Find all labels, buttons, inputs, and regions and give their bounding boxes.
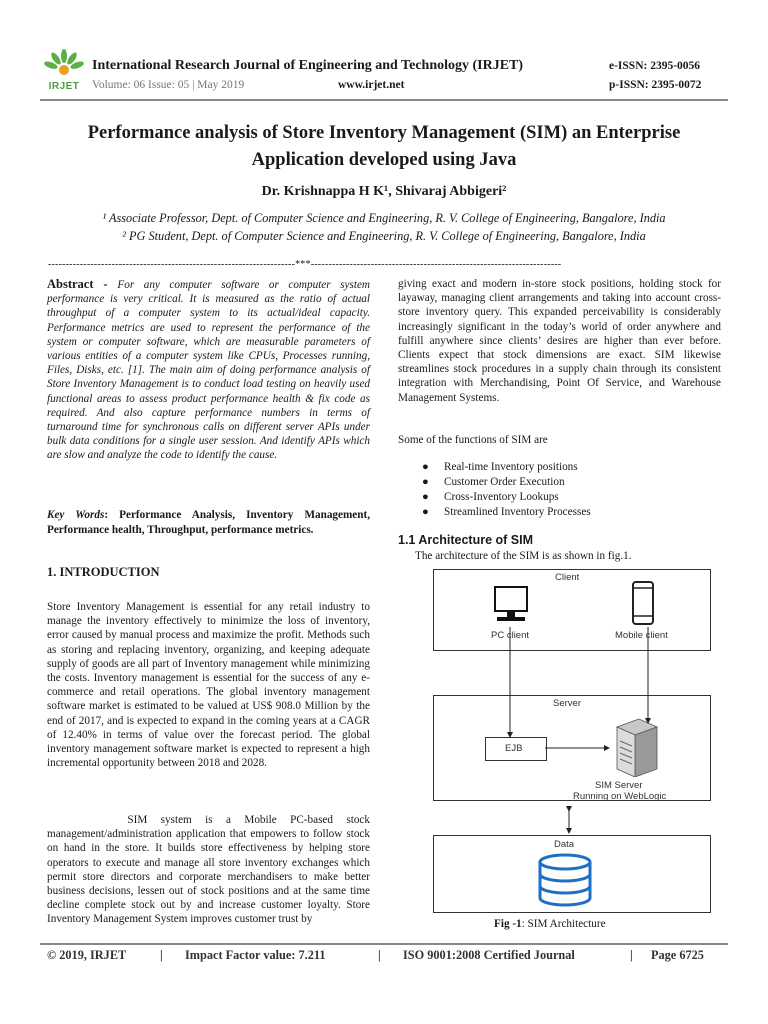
list-item: ● Cross-Inventory Lookups: [422, 491, 559, 503]
introduction-paragraph-2: [47, 813, 373, 927]
footer-page-number: Page 6725: [651, 948, 704, 962]
bullet-icon: ●: [422, 506, 429, 518]
server-label: Server: [553, 698, 581, 709]
architecture-caption: The architecture of the SIM is as shown in fig.1.: [415, 550, 632, 562]
sim-architecture-diagram: [433, 569, 711, 912]
footer-separator: |: [378, 948, 381, 962]
paper-title: Performance analysis of Store Inventory Management (SIM) an Enterprise Application developed using Java: [87, 123, 681, 170]
bullet-icon: ●: [422, 461, 429, 473]
right-paragraph-1: giving exact and modern in-store stock positions, holding stock for layaway, managing client arrangements and taking into account cross-store inventory query. This expanded perceivability is considerably increasingly significant in the today’s world of order anywhere and fulfill anywhere since clients’ desires are higher than ever before. Clients expect that stock dimensions are exact. SIM likewise streamlines stock procedures in a supply chain through its consistent integration with Merchandising, Point Of Service, and Warehouse Management Systems.: [398, 278, 721, 404]
footer-copyright: © 2019, IRJET: [47, 948, 127, 962]
functions-list: [422, 460, 591, 520]
sim-server-label: SIM Server: [595, 780, 643, 791]
data-label: Data: [554, 839, 575, 850]
p-issn: p-ISSN: 2395-0072: [609, 79, 702, 91]
header-rule: [40, 99, 728, 101]
footer-rule: [40, 943, 728, 945]
logo-text: IRJET: [48, 81, 80, 92]
affiliation-2: ² PG Student, Dept. of Computer Science and Engineering, R. V. College of Engineering, Bangalore, India: [122, 229, 646, 243]
footer-separator: |: [630, 948, 633, 962]
ejb-label: EJB: [505, 743, 523, 754]
section-divider: ----------------------------------------------------------------------***-----------------------------------------------------------------------: [48, 259, 562, 270]
list-item: ● Streamlined Inventory Processes: [422, 506, 591, 518]
journal-volume: Volume: 06 Issue: 05 | May 2019: [92, 79, 245, 91]
affiliation-1: ¹ Associate Professor, Dept. of Computer Science and Engineering, R. V. College of Engineering, Bangalore, India: [102, 211, 666, 225]
pc-client-label: PC client: [491, 630, 530, 641]
journal-website[interactable]: www.irjet.net: [338, 79, 405, 91]
bullet-icon: ●: [422, 491, 429, 503]
keywords-text: : Performance Analysis, Inventory Management, Performance health, Throughput, performance metrics.: [47, 509, 371, 536]
footer-impact-factor: Impact Factor value: 7.211: [185, 948, 326, 962]
keywords: [47, 508, 370, 538]
mobile-client-label: Mobile client: [615, 630, 668, 641]
diagram-connectors: [433, 569, 711, 912]
paper-authors: Dr. Krishnappa H K¹, Shivaraj Abbigeri²: [261, 184, 507, 199]
journal-title: International Research Journal of Engineering and Technology (IRJET): [92, 58, 524, 73]
introduction-paragraph-2-text: SIM system is a Mobile PC-based stock management/administration application that empowers to follow stock on hand in the store. It builds store effectiveness by helping store operators to execute and manage all store inventory exchanges which permit store directors and corporate merchandisers to make better business decisions, lessen out of stock positions and at the same time decline complete stock out by and increase customer loyalty. Store Inventory Management System improves customer trust by: [47, 814, 373, 926]
introduction-heading: 1. INTRODUCTION: [47, 565, 160, 579]
figure-caption-text: : SIM Architecture: [521, 918, 606, 930]
architecture-heading: 1.1 Architecture of SIM: [398, 533, 533, 547]
list-item: ● Customer Order Execution: [422, 476, 565, 488]
figure-caption: [494, 918, 606, 930]
client-label: Client: [555, 572, 580, 583]
e-issn: e-ISSN: 2395-0056: [609, 60, 701, 72]
list-item: ● Real-time Inventory positions: [422, 461, 578, 473]
introduction-paragraph-1: Store Inventory Management is essential for any retail industry to manage the inventory effectively to minimize the loss of inventory, error caused by manual process and maximize the profit. Methods such as storing and replacing inventory, organizing, and keeping adequate supply of goods are all part of Inventory management while minimizing the costs. Inventory management is essential for the success of any e-commerce and retail operations. The global inventory management software market is estimated to be valued at US$ 908.0 Million by the end of 2017, and is expected to expand in the coming years at a CAGR of 12.40% in terms of value over the forecast period. The global inventory management software market is expected to represent a high incremental opportunity between 2018 and 2028.: [47, 601, 370, 770]
abstract: [47, 277, 370, 463]
footer-separator: |: [160, 948, 163, 962]
figure-caption-label: Fig -1: [494, 918, 522, 930]
functions-intro: Some of the functions of SIM are: [398, 434, 548, 446]
keywords-label: Key Words: [47, 509, 105, 521]
abstract-label: Abstract -: [47, 277, 118, 291]
sim-server-sublabel: Running on WebLogic: [573, 791, 667, 802]
bullet-icon: ●: [422, 476, 429, 488]
abstract-text: For any computer software or computer system performance is very critical. It is measured as the ratio of actual throughput of a computer system to its actual/ideal capacity. Performance metrics are used to represent the performance of the system or computer software, which are measurable parameters of various entities of a computer system like CPUs, Processes running, Files, Disks, etc. [1]. The main aim of doing performance analysis of Store Inventory Management is to conduct load testing on heavily used functional areas to assess product performance health & fix code as required. And also capture performance numbers in terms of turnaround time for synchronous calls on different server APIs under bulk data conditions for a single user session. And identify APIs which are slow and analyze the code to identify the cause.: [47, 279, 370, 462]
footer-iso: ISO 9001:2008 Certified Journal: [403, 948, 575, 962]
